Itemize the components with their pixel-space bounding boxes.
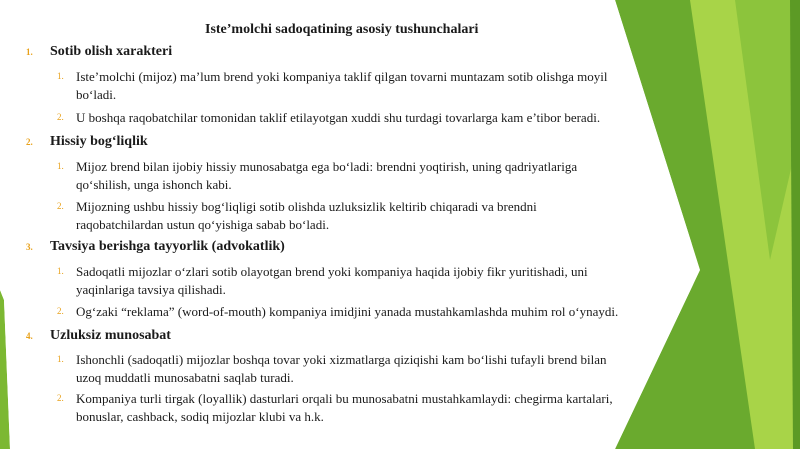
item-number: 2. (57, 306, 64, 316)
item-text: U boshqa raqobatchilar tomonidan taklif etilayotgan xuddi shu turdagi tovarlarga kam e’tibor beradi. (76, 110, 601, 125)
item-number: 2. (57, 393, 64, 403)
item-number: 1. (57, 266, 64, 276)
item-text: Sadoqatli mijozlar o‘zlari sotib olayotgan brend yoki kompaniya haqida ijobiy fikr yuritishadi, uni yaqinlariga tavsiya qilishadi. (76, 264, 588, 297)
section-number: 4. (26, 331, 33, 341)
item-number: 2. (57, 112, 64, 122)
item-text: Iste’molchi (mijoz) ma’lum brend yoki kompaniya taklif qilgan tovarni muntazam sotib olishga moyil bo‘ladi. (76, 69, 608, 102)
item-text: Kompaniya turli tirgak (loyallik) dasturlari orqali bu munosabatni mustahkamlaydi: chegirma kartalari, bonuslar, cashback, sodiq mijozlar klubi va h.k. (76, 391, 613, 424)
item-text: Mijozning ushbu hissiy bog‘liqligi sotib olishda uzluksizlik keltirib chiqaradi va brendni raqobatchilardan ustun qo‘yishiga sabab bo‘ladi. (76, 199, 537, 232)
section-number: 3. (26, 242, 33, 252)
section-number: 2. (26, 137, 33, 147)
item-number: 1. (57, 354, 64, 364)
section-title: Sotib olish xarakteri (50, 44, 173, 59)
item-text: Ishonchli (sadoqatli) mijozlar boshqa tovar yoki xizmatlarga qiziqishi kam bo‘lishi tufayli brend bilan uzoq muddatli munosabatni saqlab turadi. (76, 352, 607, 385)
item-number: 2. (57, 201, 64, 211)
slide-title: Iste’molchi sadoqatining asosiy tushunchalari (205, 22, 479, 37)
section-title: Uzluksiz munosabat (50, 328, 171, 343)
section-title: Hissiy bog‘liqlik (50, 134, 148, 149)
item-number: 1. (57, 71, 64, 81)
item-text: Mijoz brend bilan ijobiy hissiy munosabatga ega bo‘ladi: brendni yoqtirish, uning qadriyatlariga qo‘shilish, unga ishonch kabi. (76, 159, 578, 192)
item-number: 1. (57, 161, 64, 171)
section-title: Tavsiya berishga tayyorlik (advokatlik) (50, 239, 285, 254)
item-text: Og‘zaki “reklama” (word-of-mouth) kompaniya imidjini yanada mustahkamlashda muhim rol o‘ynaydi. (76, 304, 619, 319)
section-number: 1. (26, 47, 33, 57)
